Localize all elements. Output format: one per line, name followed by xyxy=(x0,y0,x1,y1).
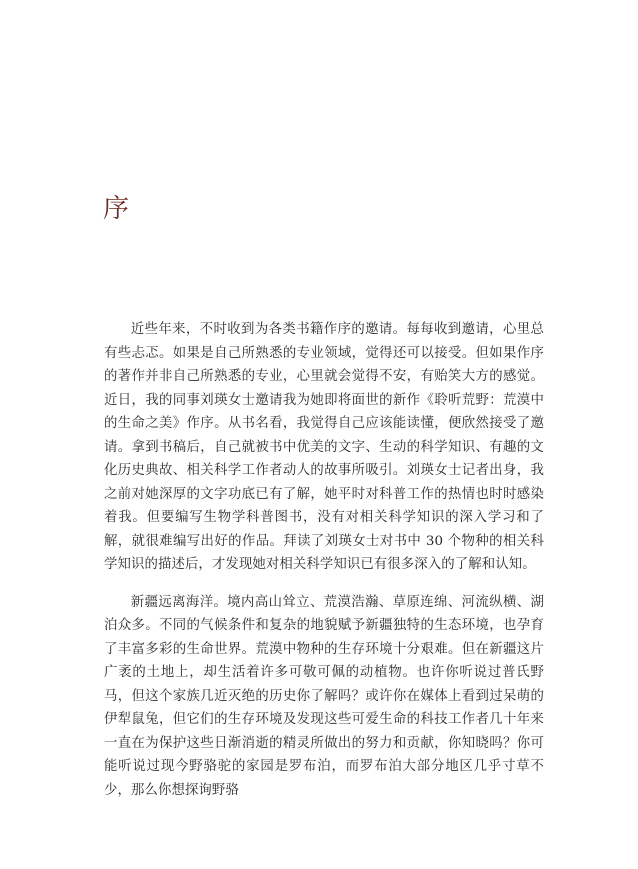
paragraph-1: 近些年来，不时收到为各类书籍作序的邀请。每每收到邀请，心里总有些忐忑。如果是自己所熟悉的专业领域，觉得还可以接受。但如果作序的著作并非自己所熟悉的专业，心里就会觉得不安，有贻笑大方的感觉。近日，我的同事刘瑛女士邀请我为她即将面世的新作《聆听荒野：荒漠中的生命之美》作序。从书名看，我觉得自己应该能读懂，便欣然接受了邀请。拿到书稿后，自己就被书中优美的文字、生动的科学知识、有趣的文化历史典故、相关科学工作者动人的故事所吸引。刘瑛女士记者出身，我之前对她深厚的文字功底已有了解，她平时对科普工作的热情也时时感染着我。但要编写生物学科普图书，没有对相关科学知识的深入学习和了解，就很难编写出好的作品。拜读了刘瑛女士对书中 30 个物种的相关科学知识的描述后，才发现她对相关科学知识已有很多深入的了解和认知。 xyxy=(104,322,544,572)
paragraph-2: 新疆远离海洋。境内高山耸立、荒漠浩瀚、草原连绵、河流纵横、湖泊众多。不同的气候条件和复杂的地貌赋予新疆独特的生态环境，也孕育了丰富多彩的生命世界。荒漠中物种的生存环境十分艰难。但在新疆这片广袤的土地上，却生活着许多可敬可佩的动植物。也许你听说过普氏野马，但这个家族几近灭绝的历史你了解吗？或许你在媒体上看到过呆萌的伊犁鼠兔，但它们的生存环境及发现这些可爱生命的科技工作者几十年来一直在为保护这些日渐消逝的精灵所做出的努力和贡献，你知晓吗？你可能听说过现今野骆驼的家园是罗布泊，而罗布泊大部分地区几乎寸草不少，那么你想探询野骆 xyxy=(104,594,544,798)
preface-title: 序 xyxy=(103,194,130,224)
body-text xyxy=(104,318,544,802)
